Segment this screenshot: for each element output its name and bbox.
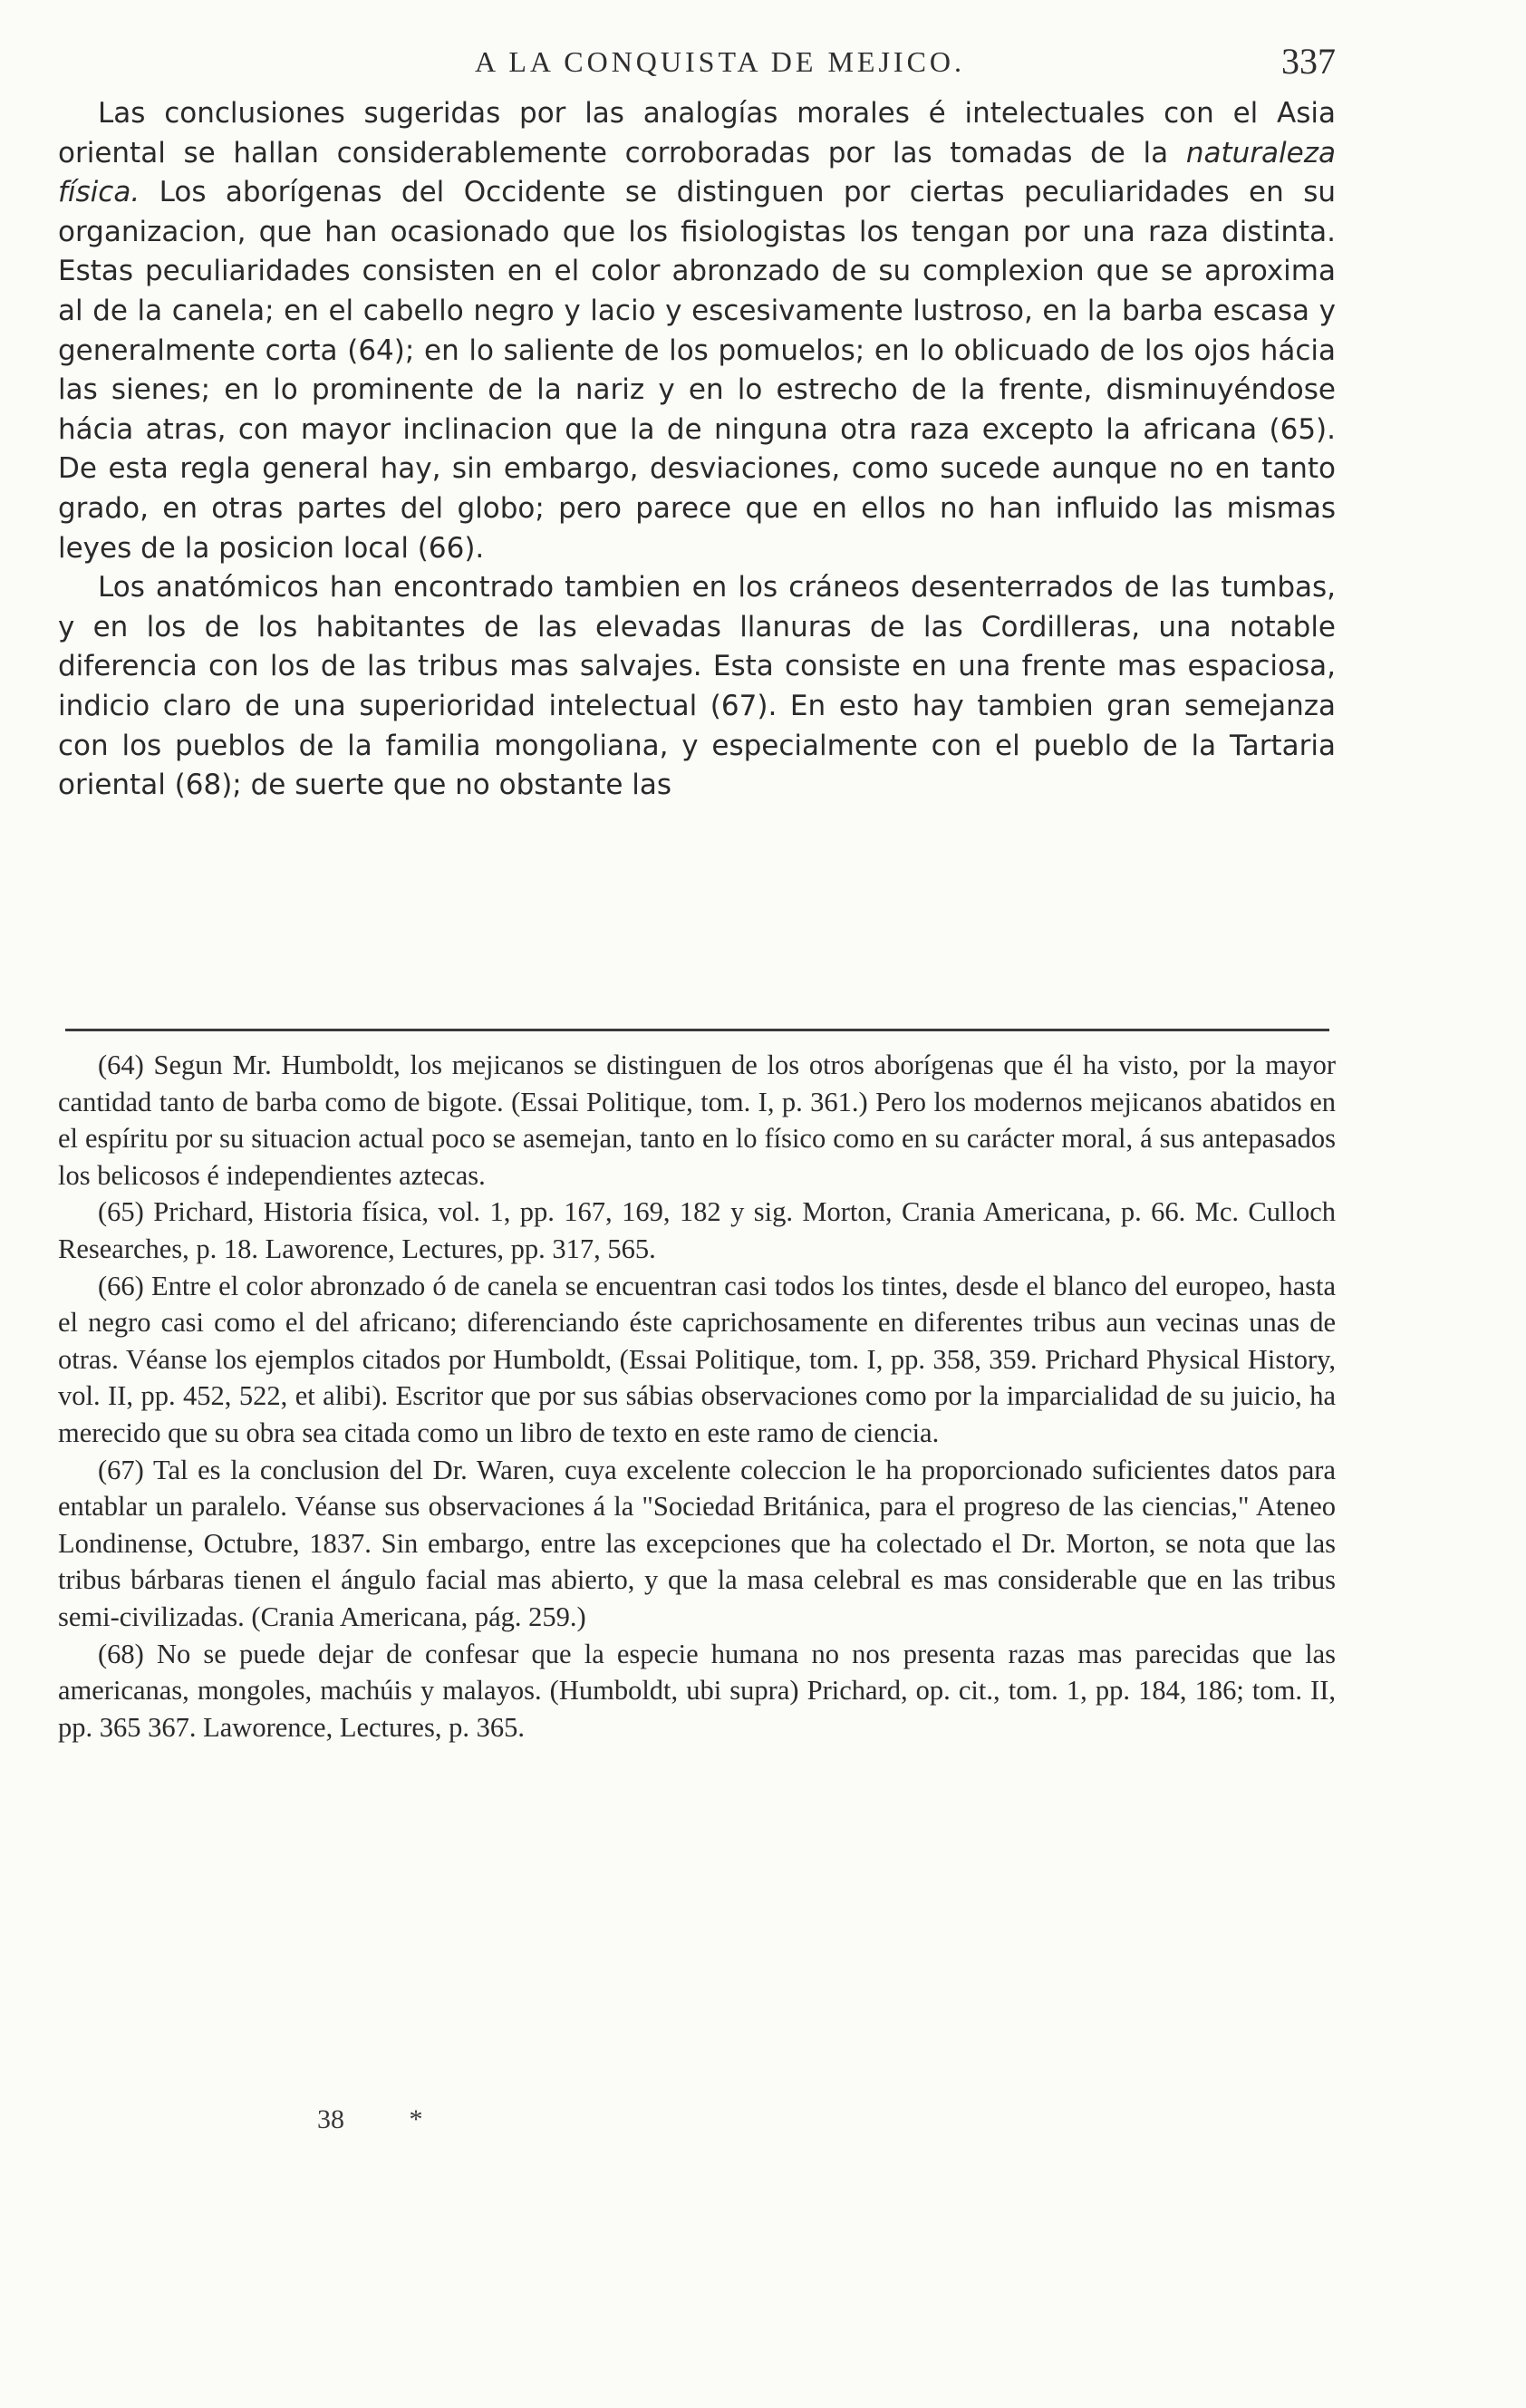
paragraph-1-text-a: Las conclusiones sugeridas por las analogías morales é intelectuales con el Asia oriental se hallan considerablemente corroboradas por las tomadas de la <box>58 97 1336 169</box>
footnote-65: (65) Prichard, Historia física, vol. 1, pp. 167, 169, 182 y sig. Morton, Crania Americana, p. 66. Mc. Culloch Researches, p. 18. Laworence, Lectures, pp. 317, 565. <box>58 1196 1336 1264</box>
paragraph-1-italic: naturaleza física. <box>58 136 1336 209</box>
main-text <box>58 94 1336 806</box>
page-number: 337 <box>1281 41 1336 82</box>
asterisk-mark: * <box>409 2104 423 2134</box>
paragraph-1 <box>58 94 1336 568</box>
paragraph-1-text-b: Los aborígenas del Occidente se distinguen por ciertas peculiaridades en su organizacion, que han ocasionado que los fisiologistas los tengan por una raza distinta. Estas peculiaridades consisten en el color abronzado de su complexion que se aproxima al de la canela; en el cabello negro y lacio y escesivamente lustroso, en la barba escasa y generalmente corta (64); en lo saliente de los pomuelos; en lo oblicuado de los ojos hácia las sienes; en lo prominente de la nariz y en lo estrecho de la frente, disminuyéndose hácia atras, con mayor inclinacion que la de ninguna otra raza excepto la africana (65). De esta regla general hay, sin embargo, desviaciones, como sucede aunque no en tanto grado, en otras partes del globo; pero parece que en ellos no han influido las mismas leyes de la posicion local (66). <box>58 176 1336 565</box>
signature-mark: 38 <box>317 2104 344 2134</box>
page-header <box>58 40 1336 94</box>
running-title: A LA CONQUISTA DE MEJICO. <box>475 45 966 78</box>
footnote-separator-rule <box>65 1029 1329 1031</box>
paragraph-2: Los anatómicos han encontrado tambien en los cráneos desenterrados de las tumbas, y en los de los habitantes de las elevadas llanuras de las Cordilleras, una notable diferencia con los de las tribus mas salvajes. Esta consiste en una frente mas espaciosa, indicio claro de una superioridad intelectual (67). En esto hay tambien gran semejanza con los pueblos de la familia mongoliana, y especialmente con el pueblo de la Tartaria oriental (68); de suerte que no obstante las <box>58 571 1336 802</box>
footnote-64: (64) Segun Mr. Humboldt, los mejicanos se distinguen de los otros aborígenas que él ha visto, por la mayor cantidad tanto de barba como de bigote. (Essai Politique, tom. I, p. 361.) Pero los modernos mejicanos abatidos en el espíritu por su situacion actual poco se asemejan, tanto en lo físico como en su carácter moral, á sus antepasados los belicosos é independientes aztecas. <box>58 1049 1336 1191</box>
footnote-67: (67) Tal es la conclusion del Dr. Waren, cuya excelente coleccion le ha proporcionado suficientes datos para entablar un paralelo. Véanse sus observaciones á la "Sociedad Británica, para el progreso de las ciencias," Ateneo Londinense, Octubre, 1837. Sin embargo, entre las excepciones que ha colectado el Dr. Morton, se nota que las tribus bárbaras tienen el ángulo facial mas abierto, y que la masa celebral es mas considerable que en las tribus semi-civilizadas. (Crania Americana, pág. 259.) <box>58 1454 1336 1632</box>
page-footer <box>317 2104 481 2135</box>
footnote-68: (68) No se puede dejar de confesar que la especie humana no nos presenta razas mas parecidas que las americanas, mongoles, machúis y malayos. (Humboldt, ubi supra) Prichard, op. cit., tom. 1, pp. 184, 186; tom. II, pp. 365 367. Laworence, Lectures, p. 365. <box>58 1638 1336 1743</box>
footnote-66: (66) Entre el color abronzado ó de canela se encuentran casi todos los tintes, desde el blanco del europeo, hasta el negro casi como el del africano; diferenciando éste caprichosamente en diferentes tribus aun vecinas unas de otras. Véanse los ejemplos citados por Humboldt, (Essai Politique, tom. I, pp. 358, 359. Prichard Physical History, vol. II, pp. 452, 522, et alibi). Escritor que por sus sábias observaciones como por la imparcialidad de su juicio, ha merecido que su obra sea citada como un libro de texto en este ramo de ciencia. <box>58 1270 1336 1448</box>
footnotes <box>58 1047 1336 1746</box>
